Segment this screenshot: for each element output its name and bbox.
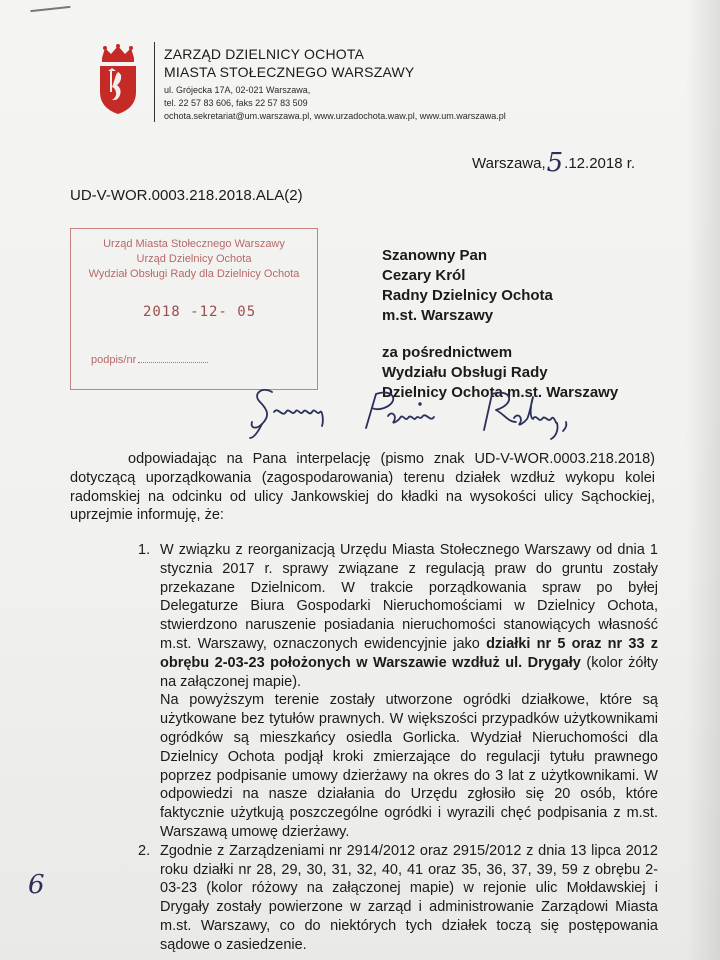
addressee-line6: Wydziału Obsługi Rady: [382, 364, 548, 381]
stamp-line2: Urząd Dzielnicy Ochota: [136, 253, 252, 265]
addressee-line7: Dzielnicy Ochota m.st. Warszawy: [382, 384, 619, 401]
list-item: [138, 541, 658, 842]
stamp-signature-field: [91, 354, 208, 366]
numbered-list: [138, 541, 658, 955]
office-name-line2: MIASTA STOŁECZNEGO WARSZAWY: [164, 64, 415, 80]
item1-text-c: Na powyższym terenie zostały utworzone ogródki działkowe, które są użytkowane bez tytułów prawnych. W większości przypadków użytkownikami ogródków są mieszkańcy osiedla Gorlicka. Wydział Nieruchomości dla Dzielnicy Ochota podjął kroki zmierzające do regulacji tytułu prawnego poprzez podpisanie umowy dzierżawy na okres do 3 lat z użytkownikami. W odpowiedzi na nasze działania do Urzędu zgłosiło się 20 osób, które faktycznie użytkują poszczególne ogródki i wyrazili chęć podpisania z m.st. Warszawą umowę dzierżawy.: [160, 692, 658, 840]
handwritten-day: 5: [546, 148, 564, 178]
list-item-number: 2.: [138, 842, 151, 859]
corner-pen-mark: [30, 0, 71, 12]
office-header: [164, 45, 506, 123]
header-divider: [154, 42, 155, 122]
page-edge-shadow: [686, 0, 720, 960]
handwritten-salutation: [248, 382, 648, 440]
letter-date: [472, 145, 636, 178]
item1-text-a: W związku z reorganizacją Urzędu Miasta Stołecznego Warszawy od dnia 1 stycznia 2017 r. sprawy związane z regulacją praw do gruntu zostały przekazane Dzielnicom. W trakcie porządkowania spraw po byłej Delegaturze Biura Gospodarki Nieruchomościami w Dzielnicy Ochota, stwierdzono naruszenie posiadania nieruchomości stanowiących własność m.st. Warszawy, oznaczonych ewidencyjnie jako: [160, 542, 658, 652]
date-rest: .12.2018 r.: [564, 155, 636, 172]
handwritten-page-number: 6: [28, 870, 45, 900]
reference-number: UD-V-WOR.0003.218.2018.ALA(2): [70, 187, 303, 204]
office-phone: tel. 22 57 83 606, faks 22 57 83 509: [164, 98, 308, 108]
office-address: ul. Grójecka 17A, 02-021 Warszawa,: [164, 85, 311, 95]
item1-text-b: (kolor żółty na załączonej mapie).: [160, 654, 658, 690]
warsaw-crest-icon: [96, 44, 140, 116]
office-name-line1: ZARZĄD DZIELNICY OCHOTA: [164, 46, 365, 62]
letter-body: [70, 450, 655, 525]
stamp-dotted-line: [138, 362, 208, 363]
addressee-line3: Radny Dzielnicy Ochota: [382, 287, 553, 304]
stamp-date: 2018 -12- 05: [143, 304, 257, 320]
date-prefix: Warszawa,: [472, 155, 546, 172]
office-contact: ochota.sekretariat@um.warszawa.pl, www.urzadochota.waw.pl, www.um.warszawa.pl: [164, 111, 506, 121]
addressee-line4: m.st. Warszawy: [382, 307, 494, 324]
addressee-line2: Cezary Król: [382, 267, 466, 284]
addressee-block: [382, 246, 618, 403]
received-stamp: [70, 228, 318, 390]
stamp-line1: Urząd Miasta Stołecznego Warszawy: [103, 238, 285, 250]
addressee-line5: za pośrednictwem: [382, 344, 513, 361]
intro-paragraph: odpowiadając na Pana interpelację (pismo znak UD-V-WOR.0003.218.2018) dotyczącą uporządkowania (zagospodarowania) terenu działek wzdłuż wykopu kolei radomskiej na odcinku od ulicy Jankowskiej do kładki na wysokości ulicy Sąchockiej, uprzejmie informuję, że:: [70, 451, 655, 524]
list-item-number: 1.: [138, 542, 151, 558]
stamp-sign-label: podpis/nr: [91, 354, 137, 366]
addressee-line1: Szanowny Pan: [382, 247, 488, 264]
stamp-line3: Wydział Obsługi Rady dla Dzielnicy Ochota: [88, 268, 300, 280]
item2-text: Zgodnie z Zarządzeniami nr 2914/2012 oraz 2915/2012 z dnia 13 lipca 2012 roku działki nr 28, 29, 30, 31, 32, 40, 41 oraz 35, 36, 37, 39, 59 z obrębu 2-03-23 (kolor różowy na załączonej mapie) w rejonie ulic Mołdawskiej i Drygały zostały powierzone w zarząd i administrowanie Zarządowi Miasta m.st. Warszawy, co do niektórych tych działek toczą się postępowania sądowe o zasiedzenie.: [160, 842, 658, 953]
item1-bold-text: działki nr 5 oraz nr 33 z obrębu 2-03-23 położonych w Warszawie wzdłuż ul. Drygały: [160, 635, 659, 671]
list-item: [138, 842, 658, 955]
